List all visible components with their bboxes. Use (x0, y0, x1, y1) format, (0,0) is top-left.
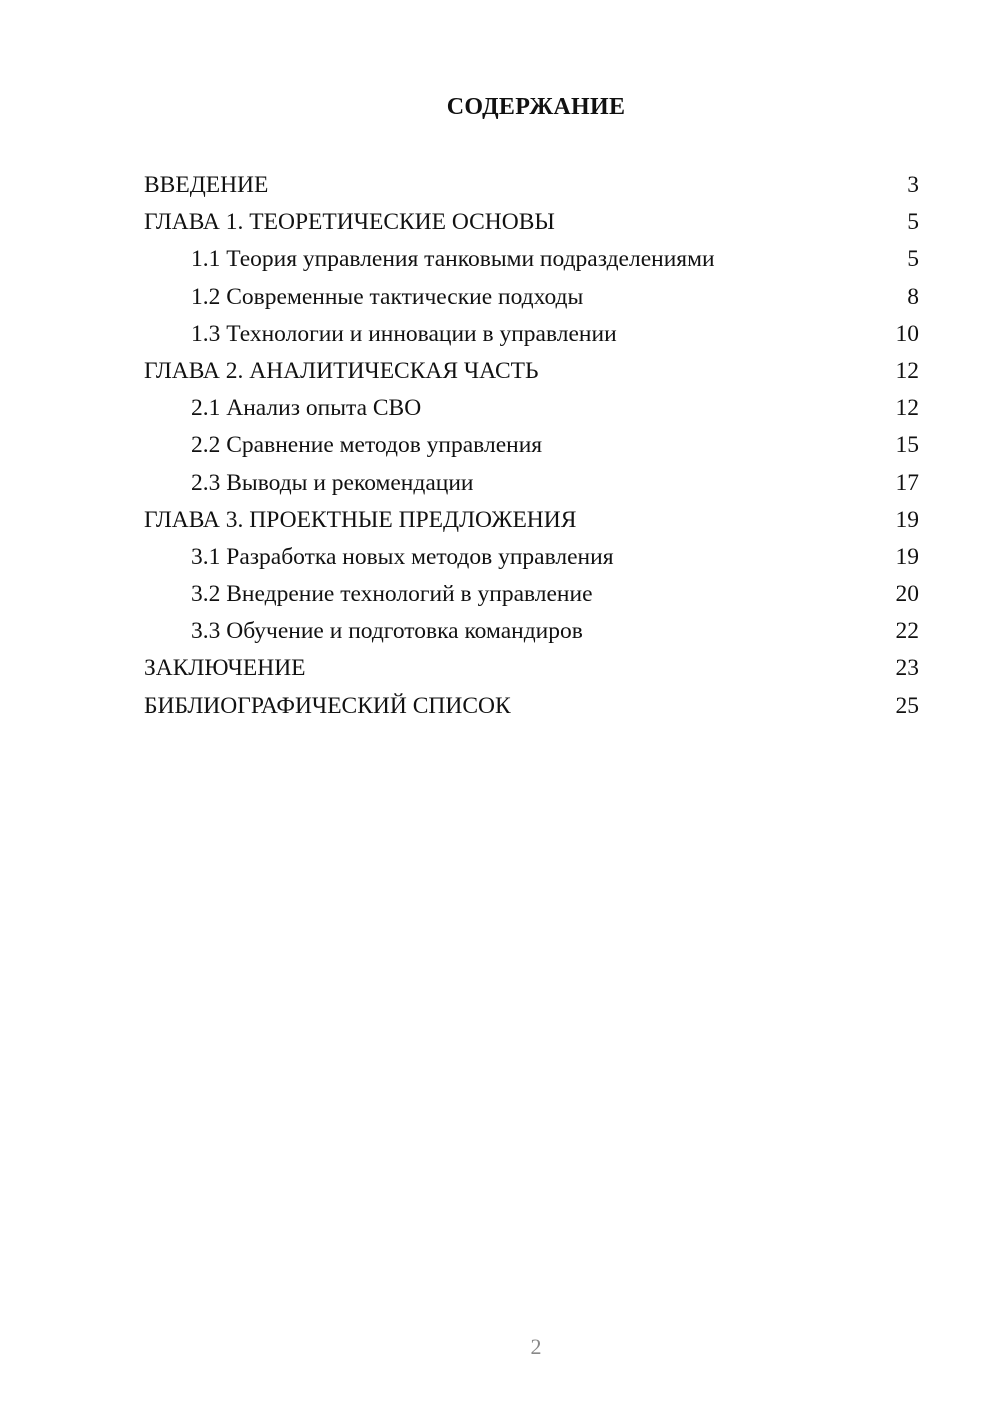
toc-entry-label: ГЛАВА 2. АНАЛИТИЧЕСКАЯ ЧАСТЬ (144, 357, 539, 384)
toc-entry-label: ГЛАВА 3. ПРОЕКТНЫЕ ПРЕДЛОЖЕНИЯ (144, 506, 577, 533)
toc-entry-label: ГЛАВА 1. ТЕОРЕТИЧЕСКИЕ ОСНОВЫ (144, 209, 555, 236)
toc-entry-page: 12 (895, 357, 919, 384)
toc-entry-page: 23 (895, 655, 919, 682)
page-number: 2 (530, 1334, 542, 1359)
toc-subentry (144, 427, 919, 464)
toc-entry (144, 204, 919, 241)
toc-subentry (144, 613, 919, 650)
toc-subentry-page: 5 (907, 246, 919, 273)
toc-subentry-page: 8 (907, 283, 919, 310)
toc-entry-page: 5 (907, 209, 919, 236)
toc-subentry (144, 465, 919, 502)
toc-entry-label: ЗАКЛЮЧЕНИЕ (144, 655, 306, 682)
toc-subentry-page: 22 (895, 618, 919, 645)
toc-subentry-page: 10 (895, 320, 919, 347)
toc-entry (144, 353, 919, 390)
toc-entry-page: 3 (907, 172, 919, 198)
toc-entry-page: 19 (895, 506, 919, 533)
toc-entry (144, 167, 919, 204)
toc-subentry-page: 17 (895, 469, 919, 496)
toc-subentry (144, 390, 919, 427)
toc-subentry-page: 20 (895, 581, 919, 608)
toc-entry (144, 650, 919, 687)
toc-subentry (144, 279, 919, 316)
toc-subentry-label: 2.1 Анализ опыта СВО (191, 395, 422, 422)
toc-entry-label: БИБЛИОГРАФИЧЕСКИЙ СПИСОК (144, 692, 511, 719)
toc-entry-label: ВВЕДЕНИЕ (144, 172, 269, 198)
table-of-contents (144, 167, 919, 725)
toc-subentry-page: 15 (895, 432, 919, 459)
toc-subentry (144, 539, 919, 576)
toc-subentry-label: 3.3 Обучение и подготовка командиров (191, 618, 583, 645)
toc-subentry-label: 1.2 Современные тактические подходы (191, 283, 584, 310)
toc-entry (144, 502, 919, 539)
toc-subentry-label: 2.2 Сравнение методов управления (191, 432, 543, 459)
toc-subentry-label: 1.3 Технологии и инновации в управлении (191, 320, 617, 347)
page-title: СОДЕРЖАНИЕ (446, 94, 626, 120)
toc-subentry-label: 1.1 Теория управления танковыми подразделениями (191, 246, 715, 273)
toc-subentry-label: 2.3 Выводы и рекомендации (191, 469, 474, 496)
toc-subentry (144, 316, 919, 353)
toc-subentry-label: 3.1 Разработка новых методов управления (191, 543, 614, 570)
toc-subentry (144, 241, 919, 278)
toc-subentry-label: 3.2 Внедрение технологий в управление (191, 581, 593, 608)
toc-entry-page: 25 (895, 692, 919, 719)
toc-subentry (144, 576, 919, 613)
toc-subentry-page: 19 (895, 543, 919, 570)
toc-subentry-page: 12 (895, 395, 919, 422)
toc-entry (144, 688, 919, 725)
